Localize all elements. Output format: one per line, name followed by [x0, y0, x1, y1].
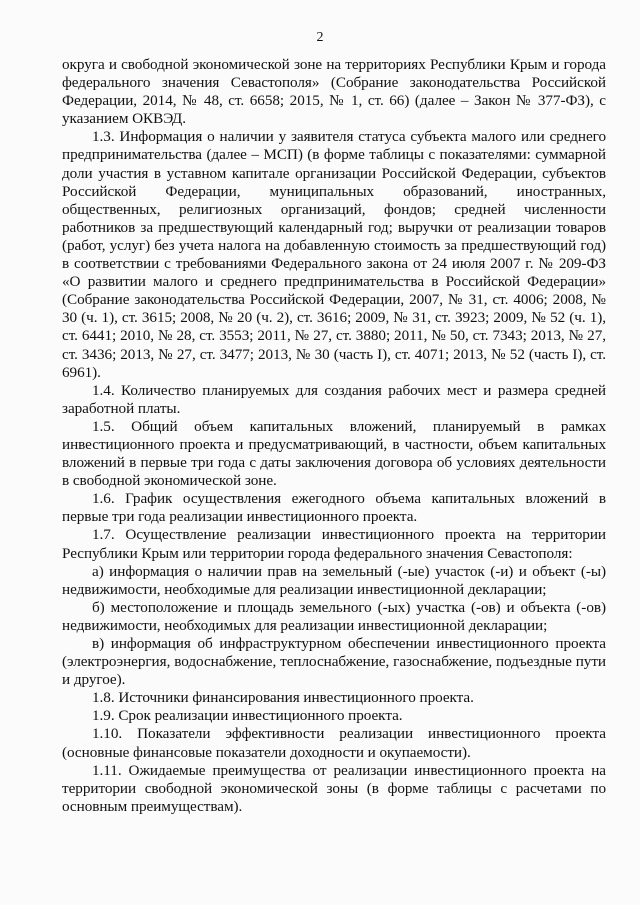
- page-number: 2: [316, 30, 324, 45]
- paragraph-1-2-continuation: округа и свободной экономической зоне на территориях Республики Крым и города федерального значения Севастополя» (Собрание законодательства Российской Федерации, 2014, № 48, ст. 6658; 2015, № 1, ст. 66) (далее – Закон № 377-ФЗ), с указанием ОКВЭД.: [62, 56, 606, 128]
- paragraph-1-7-v: в) информация об инфраструктурном обеспечении инвестиционного проекта (электроэнергия, водоснабжение, теплоснабжение, газоснабжение, подъездные пути и другое).: [62, 635, 606, 689]
- paragraph-1-7-b: б) местоположение и площадь земельного (-ых) участка (-ов) и объекта (-ов) недвижимости, необходимых для реализации инвестиционной декларации;: [62, 598, 606, 634]
- document-body: [62, 56, 606, 816]
- paragraph-1-11: 1.11. Ожидаемые преимущества от реализации инвестиционного проекта на территории свободной экономической зоны (в форме таблицы с расчетами по основным преимуществам).: [62, 761, 606, 815]
- paragraph-1-4: 1.4. Количество планируемых для создания рабочих мест и размера средней заработной платы.: [62, 381, 606, 417]
- paragraph-1-5: 1.5. Общий объем капитальных вложений, планируемый в рамках инвестиционного проекта и предусматривающий, в частности, объем капитальных вложений в первые три года с даты заключения договора об условиях деятельности в свободной экономической зоне.: [62, 417, 606, 490]
- paragraph-1-8: 1.8. Источники финансирования инвестиционного проекта.: [92, 689, 474, 707]
- paragraph-1-7: 1.7. Осуществление реализации инвестиционного проекта на территории Республики Крым или территории города федерального значения Севастополя:: [62, 526, 606, 562]
- paragraph-1-6: 1.6. График осуществления ежегодного объема капитальных вложений в первые три года реализации инвестиционного проекта.: [62, 490, 606, 526]
- paragraph-1-9: 1.9. Срок реализации инвестиционного проекта.: [92, 707, 403, 725]
- paragraph-1-7-a: а) информация о наличии прав на земельный (-ые) участок (-и) и объект (-ы) недвижимости, необходимые для реализации инвестиционной декларации;: [62, 562, 606, 598]
- paragraph-1-3: 1.3. Информация о наличии у заявителя статуса субъекта малого или среднего предпринимательства (далее – МСП) (в форме таблицы с показателями: суммарной доли участия в уставном капитале организации Российской Федерации, субъектов Российской Федерации, муниципальных образований, иностранных, общественных, религиозных организаций, фондов; средней численности работников за предшествующий календарный год; выручки от реализации товаров (работ, услуг) без учета налога на добавленную стоимость за предшествующий год) в соответствии с требованиями Федерального закона от 24 июля 2007 г. № 209-ФЗ «О развитии малого и среднего предпринимательства в Российской Федерации» (Собрание законодательства Российской Федерации, 2007, № 31, ст. 4006; 2008, № 30 (ч. 1), ст. 3615; 2008, № 20 (ч. 2), ст. 3616; 2009, № 31, ст. 3923; 2009, № 52 (ч. 1), ст. 6441; 2010, № 28, ст. 3553; 2011, № 27, ст. 3880; 2011, № 50, ст. 7343; 2013, № 27, ст. 3436; 2013, № 27, ст. 3477; 2013, № 30 (часть I), ст. 4071; 2013, № 52 (часть I), ст. 6961).: [62, 128, 606, 381]
- paragraph-1-10: 1.10. Показатели эффективности реализации инвестиционного проекта (основные финансовые показатели доходности и окупаемости).: [62, 725, 606, 761]
